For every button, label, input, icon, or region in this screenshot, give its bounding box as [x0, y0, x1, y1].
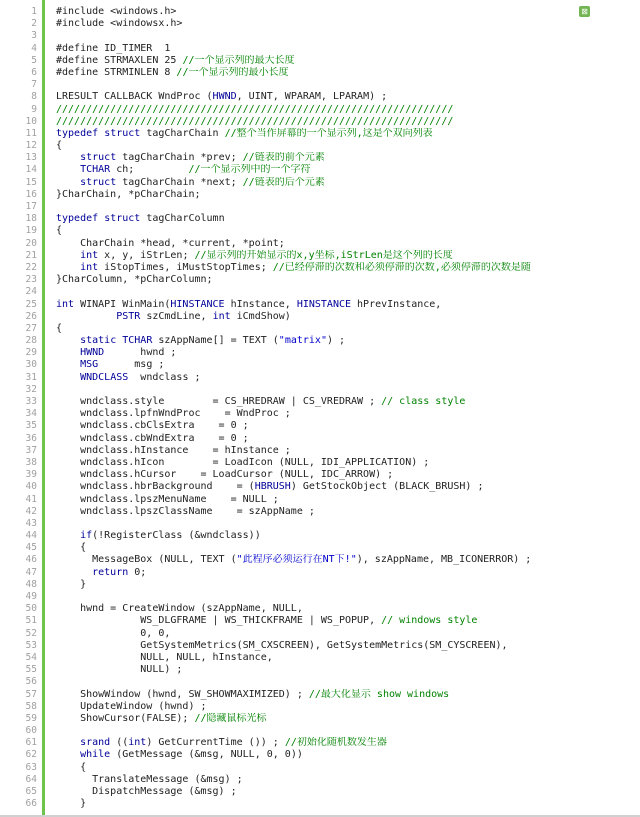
line-number: 16 — [25, 188, 37, 200]
code-line — [0, 420, 640, 432]
code-line — [0, 689, 640, 701]
code-text: static TCHAR szAppName[] = TEXT ("matrix") ; — [80, 335, 346, 347]
code-line — [0, 335, 640, 347]
code-line — [0, 18, 640, 30]
code-text: #define ID_TIMER 1 — [56, 42, 171, 54]
line-number: 52 — [25, 627, 37, 639]
code-text: }CharColumn, *pCharColumn; — [56, 274, 213, 286]
line-number: 18 — [25, 213, 37, 225]
code-text: { — [56, 140, 63, 152]
code-text: } — [56, 578, 87, 590]
code-line — [0, 725, 640, 737]
code-text: wndclass.lpszMenuName = NULL ; — [56, 493, 279, 505]
code-text: MSG msg ; — [80, 359, 165, 371]
line-number: 65 — [25, 786, 37, 797]
line-number: 62 — [25, 749, 37, 761]
code-text: #include <windows.h> — [56, 6, 177, 17]
code-text: GetSystemMetrics(SM_CXSCREEN), GetSystemMetrics(SM_CYSCREEN), — [56, 639, 508, 651]
line-number: 66 — [25, 798, 37, 810]
code-line — [0, 128, 640, 140]
line-number: 11 — [25, 127, 37, 139]
code-line — [0, 152, 640, 164]
code-line — [0, 603, 640, 615]
code-line — [0, 140, 640, 152]
code-line — [0, 396, 640, 408]
code-text: srand ((int) GetCurrentTime ()) ; //初始化随机数发生器 — [80, 737, 387, 749]
code-line — [0, 286, 640, 298]
code-text: ////////////////////////////////////////////////////////////////// — [56, 115, 454, 127]
code-line — [0, 347, 640, 359]
code-text: struct tagCharChain *prev; //链表的前个元素 — [80, 152, 325, 164]
code-text: WS_DLGFRAME | WS_THICKFRAME | WS_POPUP, // windows style — [56, 615, 478, 627]
line-number: 45 — [25, 542, 37, 554]
line-number: 33 — [25, 396, 37, 407]
line-number: 35 — [25, 420, 37, 432]
code-line — [0, 177, 640, 189]
code-line — [0, 299, 640, 311]
code-text: DispatchMessage (&msg) ; — [56, 786, 237, 797]
line-number: 4 — [31, 42, 37, 54]
code-line — [0, 554, 640, 566]
code-text: wndclass.cbClsExtra = 0 ; — [56, 420, 249, 432]
code-text: NULL) ; — [56, 664, 183, 676]
code-line — [0, 676, 640, 688]
code-text: int iStopTimes, iMustStopTimes; //已经停滞的次数和必须停滞的次数,必须停滞的次数是随 — [80, 261, 531, 273]
line-number: 42 — [25, 505, 37, 517]
line-number: 6 — [31, 66, 37, 78]
code-text: wndclass.cbWndExtra = 0 ; — [56, 432, 249, 444]
line-number: 10 — [25, 115, 37, 127]
code-text: wndclass.hInstance = hInstance ; — [56, 444, 291, 456]
code-line — [0, 798, 640, 810]
line-number: 47 — [25, 566, 37, 578]
code-line — [0, 311, 640, 323]
code-text: { — [56, 322, 63, 334]
code-text: 0, 0, — [56, 627, 171, 639]
line-number: 17 — [25, 201, 37, 212]
line-number: 61 — [25, 737, 37, 749]
code-line — [0, 664, 640, 676]
code-text: ShowWindow (hwnd, SW_SHOWMAXIMIZED) ; //最大化显示 show windows — [56, 688, 450, 700]
code-text: hwnd = CreateWindow (szAppName, NULL, — [56, 603, 303, 615]
code-line — [0, 250, 640, 262]
line-number: 12 — [25, 140, 37, 152]
code-line — [0, 91, 640, 103]
line-number: 22 — [25, 261, 37, 273]
code-line — [0, 615, 640, 627]
code-text: HWND hwnd ; — [80, 347, 177, 359]
code-line — [0, 55, 640, 67]
code-line — [0, 116, 640, 128]
copy-icon: ⊠ — [581, 7, 588, 16]
code-text: if(!RegisterClass (&wndclass)) — [80, 530, 261, 542]
code-text: int WINAPI WinMain(HINSTANCE hInstance, HINSTANCE hPrevInstance, — [56, 298, 442, 310]
code-text: wndclass.hbrBackground = (HBRUSH) GetStockObject (BLACK_BRUSH) ; — [56, 481, 484, 493]
line-number: 44 — [25, 530, 37, 542]
code-text: } — [56, 798, 87, 810]
code-line — [0, 67, 640, 79]
line-number: 26 — [25, 310, 37, 322]
code-line — [0, 518, 640, 530]
code-line — [0, 786, 640, 798]
code-line — [0, 104, 640, 116]
code-line — [0, 238, 640, 250]
code-text: MessageBox (NULL, TEXT ("此程序必须运行在NT下!"), szAppName, MB_ICONERROR) ; — [56, 554, 532, 566]
line-number: 21 — [25, 249, 37, 261]
line-number: 2 — [31, 18, 37, 30]
code-line — [0, 225, 640, 237]
line-number: 1 — [31, 6, 37, 17]
code-line — [0, 762, 640, 774]
code-text: PSTR szCmdLine, int iCmdShow) — [116, 310, 291, 322]
line-number: 13 — [25, 152, 37, 164]
code-line — [0, 262, 640, 274]
code-line — [0, 43, 640, 55]
line-number: 58 — [25, 700, 37, 712]
code-text: #include <windowsx.h> — [56, 18, 183, 30]
code-line — [0, 530, 640, 542]
code-line — [0, 749, 640, 761]
code-text: CharChain *head, *current, *point; — [56, 237, 285, 249]
code-text: #define STRMAXLEN 25 //一个显示列的最大长度 — [56, 54, 295, 66]
line-number: 7 — [31, 79, 37, 91]
code-line — [0, 737, 640, 749]
line-number: 25 — [25, 298, 37, 310]
line-number: 39 — [25, 469, 37, 481]
code-lines — [0, 6, 640, 810]
code-text: struct tagCharChain *next; //链表的后个元素 — [80, 176, 325, 188]
line-number: 56 — [25, 676, 37, 688]
line-number: 5 — [31, 54, 37, 66]
code-text: int x, y, iStrLen; //显示列的开始显示的x,y坐标,iStrLen是这个列的长度 — [80, 249, 453, 261]
code-text: #define STRMINLEN 8 //一个显示列的最小长度 — [56, 66, 289, 78]
line-number: 29 — [25, 347, 37, 359]
code-line — [0, 506, 640, 518]
line-number: 46 — [25, 554, 37, 566]
line-number: 8 — [31, 91, 37, 103]
code-line — [0, 628, 640, 640]
code-line — [0, 469, 640, 481]
code-line — [0, 323, 640, 335]
code-text: wndclass.hCursor = LoadCursor (NULL, IDC_ARROW) ; — [56, 469, 394, 481]
line-number: 64 — [25, 773, 37, 785]
line-number: 24 — [25, 286, 37, 298]
code-text: { — [56, 761, 87, 773]
line-number: 9 — [31, 103, 37, 115]
code-line — [0, 640, 640, 652]
code-line — [0, 567, 640, 579]
code-text: wndclass.hIcon = LoadIcon (NULL, IDI_APPLICATION) ; — [56, 456, 430, 468]
code-line — [0, 445, 640, 457]
code-line — [0, 201, 640, 213]
code-text: ////////////////////////////////////////////////////////////////// — [56, 103, 454, 115]
line-number: 49 — [25, 591, 37, 602]
line-number: 43 — [25, 517, 37, 529]
line-number: 32 — [25, 383, 37, 395]
code-text: WNDCLASS wndclass ; — [80, 371, 201, 383]
copy-code-button[interactable] — [579, 6, 590, 17]
code-line — [0, 542, 640, 554]
line-number: 15 — [25, 176, 37, 188]
code-line — [0, 213, 640, 225]
code-text: UpdateWindow (hwnd) ; — [56, 700, 207, 712]
code-text: return 0; — [92, 566, 147, 578]
line-number: 60 — [25, 725, 37, 737]
code-line — [0, 79, 640, 91]
line-number: 30 — [25, 359, 37, 371]
code-line — [0, 164, 640, 176]
line-number: 48 — [25, 578, 37, 590]
line-number: 53 — [25, 639, 37, 651]
code-line — [0, 274, 640, 286]
code-text: wndclass.lpszClassName = szAppName ; — [56, 505, 315, 517]
code-line — [0, 713, 640, 725]
line-number: 59 — [25, 712, 37, 724]
code-text: typedef struct tagCharChain //整个当作屏幕的一个显示列,这是个双向列表 — [56, 127, 433, 139]
code-line — [0, 30, 640, 42]
line-number: 31 — [25, 371, 37, 383]
line-number: 50 — [25, 603, 37, 615]
code-line — [0, 384, 640, 396]
code-line — [0, 359, 640, 371]
code-text: { — [56, 542, 87, 554]
code-text: wndclass.lpfnWndProc = WndProc ; — [56, 408, 291, 420]
code-line — [0, 481, 640, 493]
line-number: 41 — [25, 493, 37, 505]
code-text: while (GetMessage (&msg, NULL, 0, 0)) — [80, 749, 303, 761]
code-text: }CharChain, *pCharChain; — [56, 188, 201, 200]
code-line — [0, 652, 640, 664]
code-line — [0, 189, 640, 201]
code-line — [0, 774, 640, 786]
code-text: TranslateMessage (&msg) ; — [56, 773, 243, 785]
code-line — [0, 457, 640, 469]
code-text: NULL, NULL, hInstance, — [56, 651, 273, 663]
code-line — [0, 433, 640, 445]
line-number: 55 — [25, 664, 37, 676]
code-line — [0, 579, 640, 591]
code-text: wndclass.style = CS_HREDRAW | CS_VREDRAW ; // class style — [56, 396, 466, 407]
code-line — [0, 701, 640, 713]
code-line — [0, 591, 640, 603]
line-number: 40 — [25, 481, 37, 493]
line-number: 63 — [25, 761, 37, 773]
line-number: 20 — [25, 237, 37, 249]
code-text: typedef struct tagCharColumn — [56, 213, 225, 225]
line-number: 34 — [25, 408, 37, 420]
line-number: 27 — [25, 322, 37, 334]
code-line — [0, 494, 640, 506]
line-number: 57 — [25, 688, 37, 700]
code-line — [0, 372, 640, 384]
line-number: 38 — [25, 456, 37, 468]
line-number: 3 — [31, 30, 37, 42]
code-line — [0, 408, 640, 420]
line-number: 14 — [25, 164, 37, 176]
line-number: 23 — [25, 274, 37, 286]
line-number: 54 — [25, 651, 37, 663]
code-text: ShowCursor(FALSE); //隐藏鼠标光标 — [56, 712, 267, 724]
line-number: 19 — [25, 225, 37, 237]
line-number: 37 — [25, 444, 37, 456]
line-number: 28 — [25, 335, 37, 347]
line-number: 36 — [25, 432, 37, 444]
code-text: { — [56, 225, 63, 237]
code-text: LRESULT CALLBACK WndProc (HWND, UINT, WPARAM, LPARAM) ; — [56, 91, 388, 103]
line-number: 51 — [25, 615, 37, 627]
code-text: TCHAR ch; //一个显示列中的一个字符 — [80, 164, 311, 176]
code-line — [0, 6, 640, 18]
